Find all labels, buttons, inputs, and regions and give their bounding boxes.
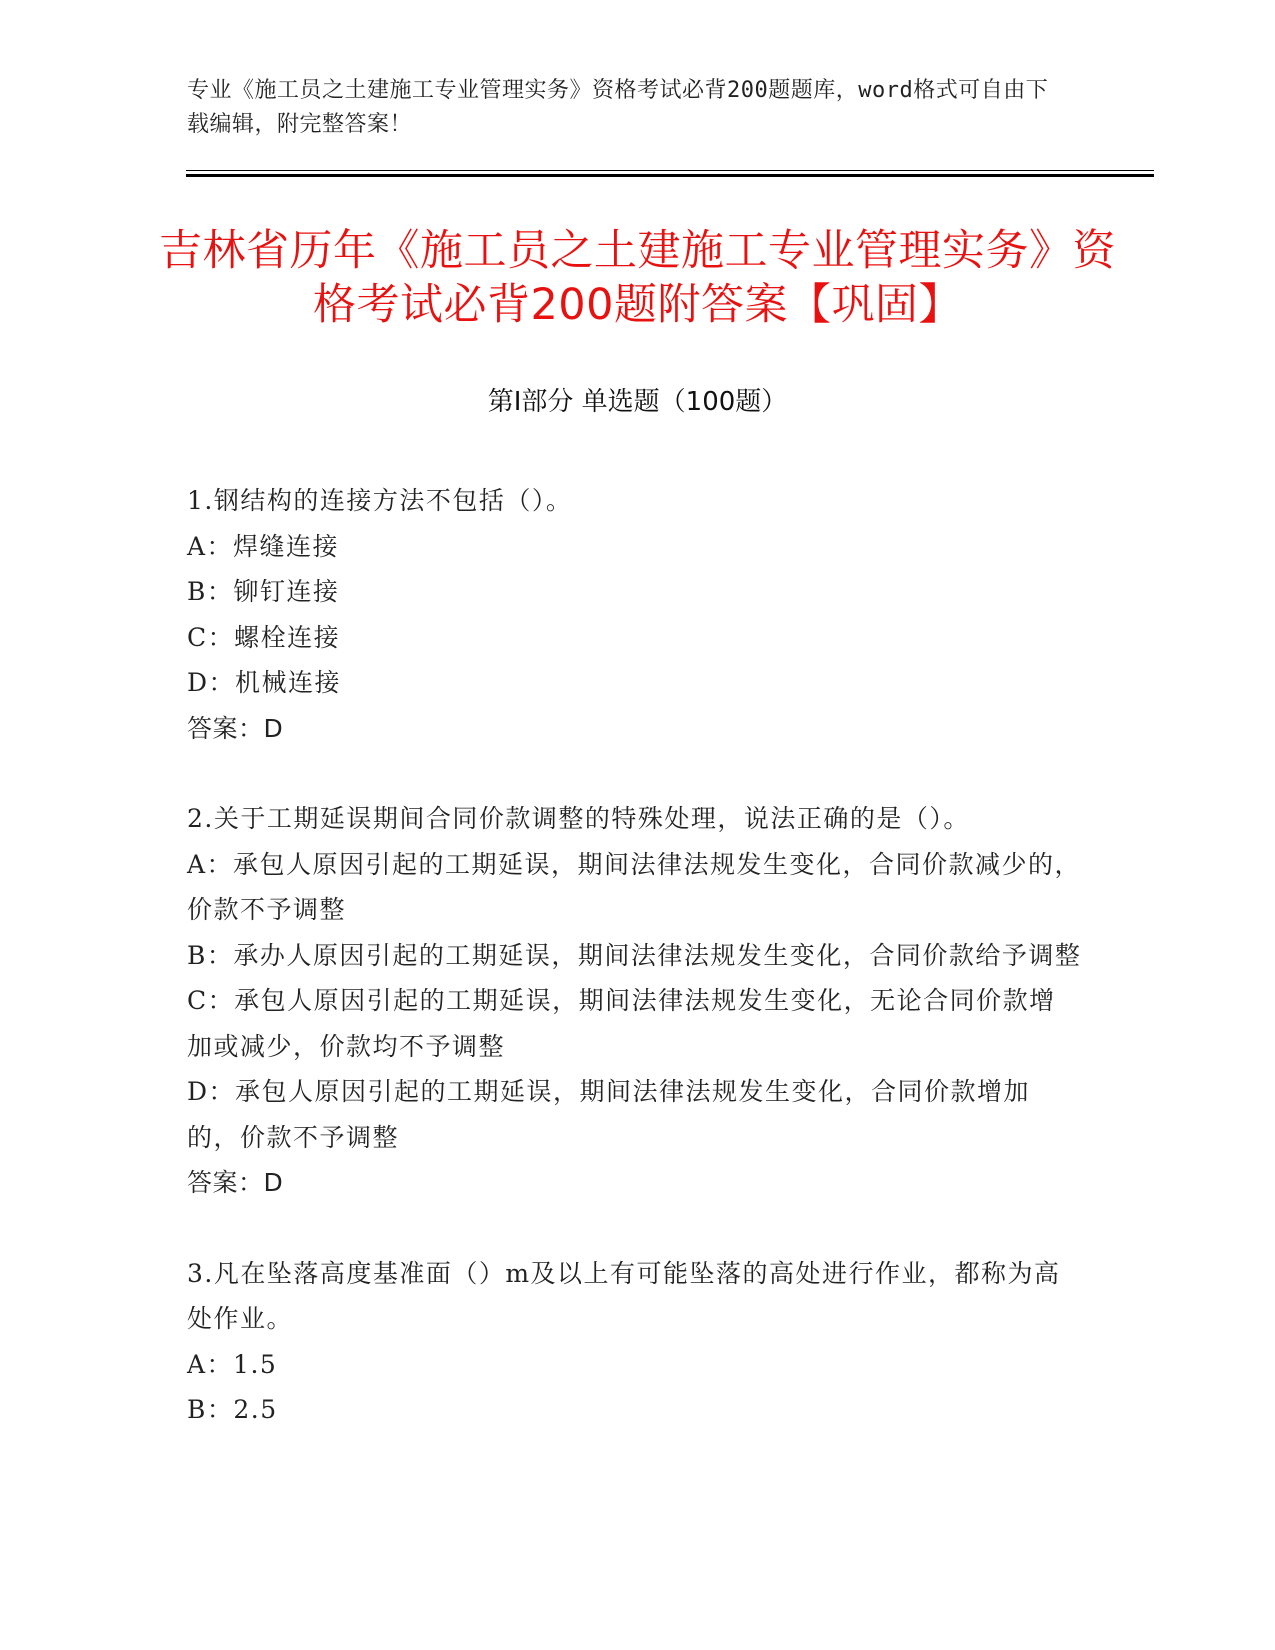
question-list — [187, 478, 1082, 1478]
option-b: B：承办人原因引起的工期延误，期间法律法规发生变化，合同价款给予调整 — [187, 940, 1082, 970]
document-title: 吉林省历年《施工员之土建施工专业管理实务》资格考试必背200题附答案【巩固】 — [159, 226, 1116, 330]
header-note: 专业《施工员之土建施工专业管理实务》资格考试必背200题题库，word格式可自由下载编辑，附完整答案！ — [187, 78, 1049, 137]
answer-line: 答案：D — [187, 1168, 284, 1197]
question-2 — [187, 796, 1082, 1206]
option-c: C：承包人原因引起的工期延误，期间法律法规发生变化，无论合同价款增加或减少，价款均不予调整 — [187, 986, 1056, 1061]
option-b: B：铆钉连接 — [187, 577, 340, 606]
option-c: C：螺栓连接 — [187, 622, 341, 652]
option-a: A：承包人原因引起的工期延误，期间法律法规发生变化，合同价款减少的，价款不予调整 — [187, 849, 1082, 924]
answer-line: 答案：D — [187, 713, 284, 743]
question-stem: 2.关于工期延误期间合同价款调整的特殊处理，说法正确的是（）。 — [187, 804, 970, 833]
option-d: D：承包人原因引起的工期延误，期间法律法规发生变化，合同价款增加的，价款不予调整 — [187, 1077, 1031, 1152]
option-d: D：机械连接 — [187, 668, 342, 697]
question-3 — [187, 1251, 1082, 1433]
question-stem: 3.凡在坠落高度基准面（）m及以上有可能坠落的高处进行作业，都称为高处作业。 — [187, 1258, 1061, 1333]
option-a: A：焊缝连接 — [187, 531, 340, 561]
header-divider-thin — [186, 170, 1154, 171]
option-b: B：2.5 — [187, 1395, 278, 1424]
question-stem: 1.钢结构的连接方法不包括（）。 — [187, 486, 573, 515]
header-divider-thick — [186, 174, 1154, 177]
option-a: A：1.5 — [187, 1349, 278, 1379]
question-1 — [187, 478, 1082, 751]
section-heading: 第Ⅰ部分 单选题（100题） — [487, 387, 788, 417]
